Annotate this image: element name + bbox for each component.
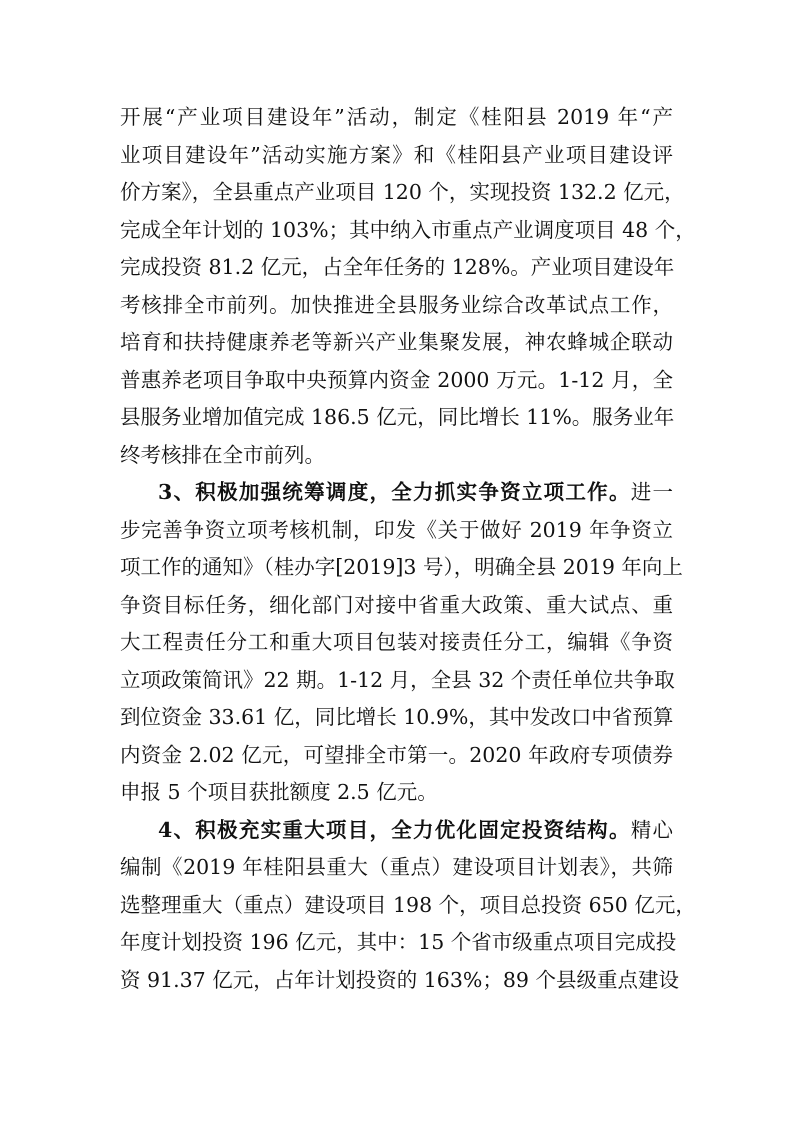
text-line: 资 91.37 亿元，占年计划投资的 163%；89 个县级重点建设 [120,967,679,992]
text-line: 价方案》，全县重点产业项目 120 个，实现投资 132.2 亿元， [120,180,685,204]
heading-tail-text: 精心 [630,817,674,842]
text-line: 立项政策简讯》22 期。1-12 月，全县 32 个责任单位共争取 [120,667,675,692]
text-line: 项工作的通知》（桂办字[2019]3 号），明确全县 2019 年向上 [120,555,683,579]
section-heading: 4、积极充实重大项目，全力优化固定投资结构。 [158,817,631,842]
text-line: 培育和扶持健康养老等新兴产业集聚发展，神农蜂城企联动 [120,330,673,354]
text-line: 开展“产业项目建设年”活动，制定《桂阳县 2019 年“产 [120,105,673,129]
section-heading-line [120,474,673,512]
text-line: 考核排全市前列。加快推进全县服务业综合改革试点工作， [120,292,673,317]
text-line: 业项目建设年”活动实施方案》和《桂阳县产业项目建设评 [120,142,673,167]
text-line: 到位资金 33.61 亿，同比增长 10.9%，其中发改口中省预算 [120,705,674,729]
section-heading: 3、积极加强统筹调度，全力抓实争资立项工作。 [158,480,631,504]
text-line: 选整理重大（重点）建设项目 198 个，项目总投资 650 亿元， [120,892,696,917]
text-line: 年度计划投资 196 亿元，其中：15 个省市级重点项目完成投 [120,930,677,954]
text-line: 县服务业增加值完成 186.5 亿元，同比增长 11%。服务业年 [120,405,675,429]
text-line: 争资目标任务，细化部门对接中省重大政策、重大试点、重 [120,592,673,617]
text-line: 终考核排在全市前列。 [120,442,325,467]
document-page [120,99,696,999]
section-heading-line [120,812,673,850]
text-line: 完成全年计划的 103%；其中纳入市重点产业调度项目 48 个， [120,217,696,242]
text-line: 编制《2019 年桂阳县重大（重点）建设项目计划表》，共筛 [120,855,673,879]
text-line: 普惠养老项目争取中央预算内资金 2000 万元。1-12 月，全 [120,367,673,392]
text-line: 步完善争资立项考核机制，印发《关于做好 2019 年争资立 [120,517,673,542]
heading-tail-text: 进一 [630,480,674,504]
text-line: 大工程责任分工和重大项目包装对接责任分工，编辑《争资 [120,630,673,654]
text-line: 完成投资 81.2 亿元，占全年任务的 128%。产业项目建设年 [120,255,675,279]
text-line: 内资金 2.02 亿元，可望排全市第一。2020 年政府专项债券 [120,742,673,767]
text-line: 申报 5 个项目获批额度 2.5 亿元。 [120,780,438,804]
